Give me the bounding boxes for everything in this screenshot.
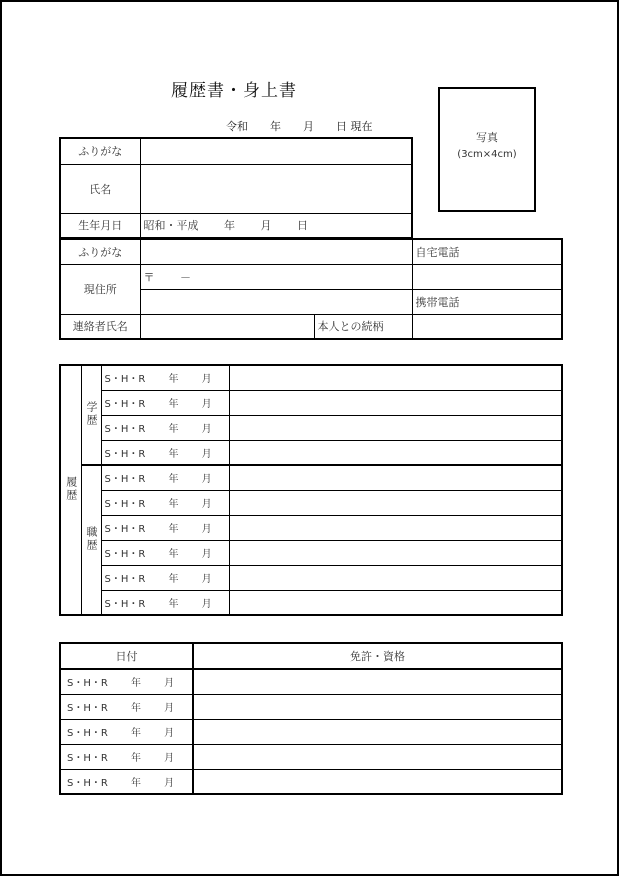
name-input[interactable] [140, 164, 412, 213]
date-line[interactable]: 令和 年 月 日 現在 [226, 120, 373, 133]
license-date-header: 日付 [60, 643, 193, 669]
education-label: 学歴 [85, 400, 98, 427]
address-table [59, 238, 563, 340]
education-date-3[interactable]: S・H・R 年 月 [101, 415, 229, 440]
history-label-cell [60, 365, 81, 615]
birthdate-label: 生年月日 [60, 213, 140, 238]
work-date-3[interactable]: S・H・R 年 月 [101, 515, 229, 540]
license-date-5[interactable]: S・H・R 年 月 [60, 769, 193, 794]
birthdate-input[interactable]: 昭和・平成 年 月 日 [140, 213, 412, 238]
work-date-5[interactable]: S・H・R 年 月 [101, 565, 229, 590]
education-entry-3[interactable] [229, 415, 562, 440]
furigana2-input[interactable] [140, 239, 412, 264]
photo-label: 写真 [476, 131, 498, 144]
relation-input[interactable] [412, 314, 562, 339]
education-entry-2[interactable] [229, 390, 562, 415]
address-label: 現住所 [60, 264, 140, 314]
history-label: 履歴 [64, 475, 78, 502]
license-table [59, 642, 563, 795]
relation-label: 本人との続柄 [314, 314, 412, 339]
education-entry-1[interactable] [229, 365, 562, 390]
license-entry-3[interactable] [193, 719, 562, 744]
photo-box[interactable] [438, 87, 536, 212]
license-date-1[interactable]: S・H・R 年 月 [60, 669, 193, 694]
history-table [59, 364, 563, 616]
postal-input[interactable]: 〒 － [140, 264, 412, 289]
license-entry-1[interactable] [193, 669, 562, 694]
license-entry-5[interactable] [193, 769, 562, 794]
page-title: 履歴書・身上書 [171, 81, 297, 101]
work-entry-5[interactable] [229, 565, 562, 590]
license-entry-2[interactable] [193, 694, 562, 719]
work-entry-6[interactable] [229, 590, 562, 615]
license-date-4[interactable]: S・H・R 年 月 [60, 744, 193, 769]
work-date-2[interactable]: S・H・R 年 月 [101, 490, 229, 515]
home-phone-input[interactable] [412, 264, 562, 289]
education-entry-4[interactable] [229, 440, 562, 465]
work-label-cell [81, 465, 101, 615]
license-date-2[interactable]: S・H・R 年 月 [60, 694, 193, 719]
address-input[interactable] [140, 289, 412, 314]
work-label: 職歴 [85, 525, 98, 552]
furigana-label: ふりがな [60, 138, 140, 164]
photo-size: (3cm×4cm) [457, 149, 517, 160]
education-date-1[interactable]: S・H・R 年 月 [101, 365, 229, 390]
work-entry-3[interactable] [229, 515, 562, 540]
work-date-4[interactable]: S・H・R 年 月 [101, 540, 229, 565]
furigana2-label: ふりがな [60, 239, 140, 264]
personal-info-table [59, 137, 413, 239]
furigana-input[interactable] [140, 138, 412, 164]
name-label: 氏名 [60, 164, 140, 213]
license-date-3[interactable]: S・H・R 年 月 [60, 719, 193, 744]
mobile-phone-label: 携帯電話 [412, 289, 562, 314]
work-date-1[interactable]: S・H・R 年 月 [101, 465, 229, 490]
work-entry-1[interactable] [229, 465, 562, 490]
contact-name-input[interactable] [140, 314, 314, 339]
work-entry-2[interactable] [229, 490, 562, 515]
license-name-header: 免許・資格 [193, 643, 562, 669]
work-date-6[interactable]: S・H・R 年 月 [101, 590, 229, 615]
license-entry-4[interactable] [193, 744, 562, 769]
education-label-cell [81, 365, 101, 465]
home-phone-label: 自宅電話 [412, 239, 562, 264]
contact-name-label: 連絡者氏名 [60, 314, 140, 339]
work-entry-4[interactable] [229, 540, 562, 565]
education-date-4[interactable]: S・H・R 年 月 [101, 440, 229, 465]
education-date-2[interactable]: S・H・R 年 月 [101, 390, 229, 415]
